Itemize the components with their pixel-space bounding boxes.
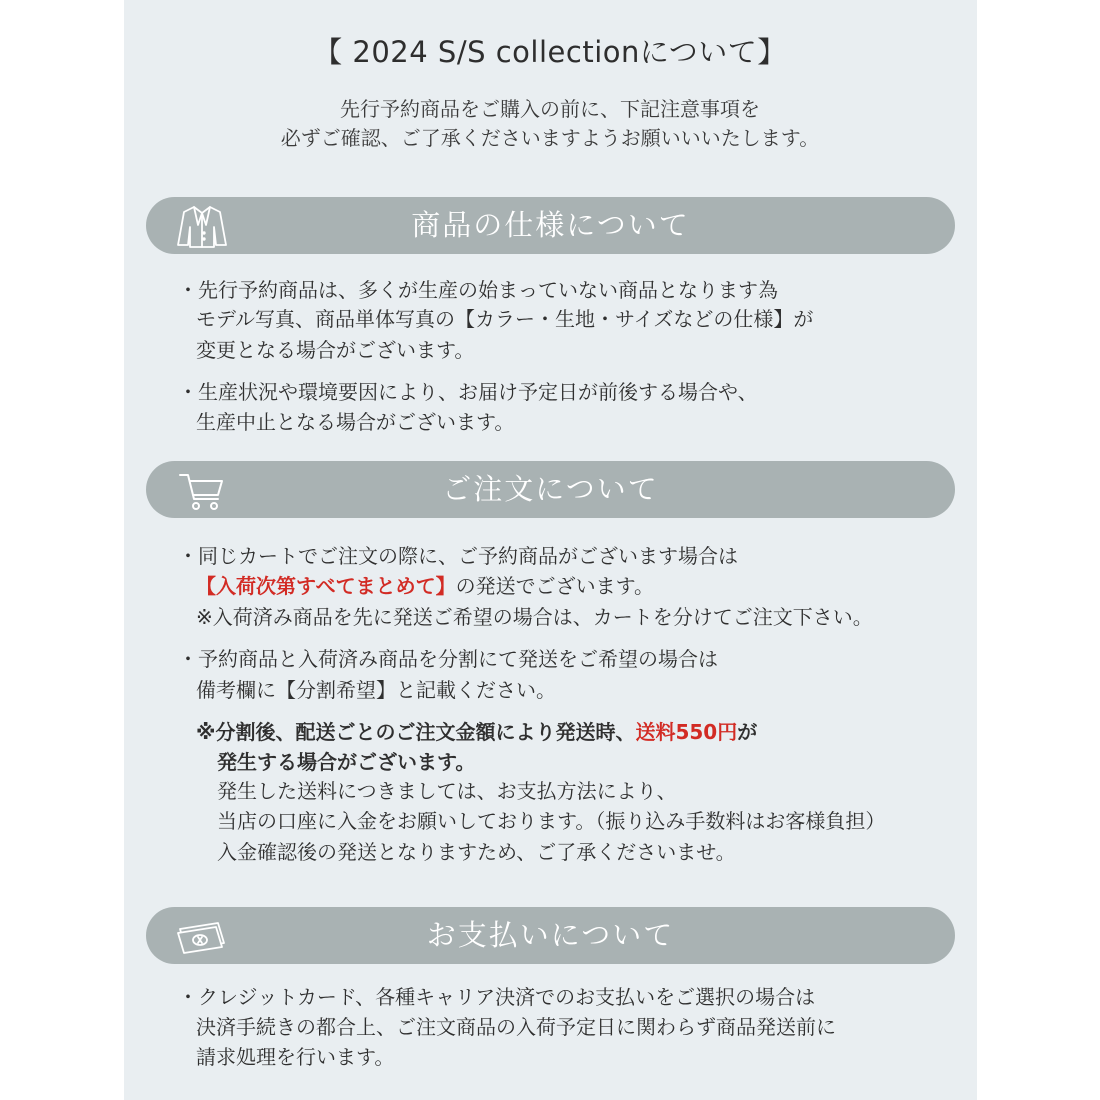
- order-line-9: 当店の口座に入金をお願いしております。（振り込み手数料はお客様負担）: [217, 809, 886, 833]
- section-heading: ご注文について: [442, 472, 659, 506]
- payment-line-3: 請求処理を行います。: [196, 1045, 395, 1069]
- section-header-order: [146, 461, 955, 518]
- shipping-fee: 送料550円: [635, 720, 738, 744]
- order-line-10: 入金確認後の発送となりますため、ご了承くださいませ。: [217, 840, 736, 864]
- intro-line-2: 必ずご確認、ご了承くださいますようお願いいいたします。: [280, 126, 820, 150]
- payment-line-1: ・クレジットカード、各種キャリア決済でのお支払いをご選択の場合は: [178, 985, 816, 1009]
- highlight-text: 【入荷次第すべてまとめて】: [196, 574, 456, 598]
- section-heading: お支払いについて: [426, 918, 675, 952]
- spec-line-5: 生産中止となる場合がございます。: [196, 410, 515, 434]
- order-line-4: ・予約商品と入荷済み商品を分割にて発送をご希望の場合は: [178, 647, 718, 671]
- order-line-5: 備考欄に【分割希望】と記載ください。: [196, 678, 556, 702]
- section-header-payment: [146, 907, 955, 964]
- order-line-2: 【入荷次第すべてまとめて】の発送でございます。: [196, 574, 655, 598]
- page-title: 【 2024 S/S collectionについて】: [313, 35, 787, 69]
- order-line-1: ・同じカートでご注文の際に、ご予約商品がございます場合は: [178, 544, 738, 568]
- spec-line-2: モデル写真、商品単体写真の【カラー・生地・サイズなどの仕様】が: [196, 307, 814, 331]
- spec-line-3: 変更となる場合がございます。: [196, 338, 475, 362]
- payment-line-2: 決済手続きの都合上、ご注文商品の入荷予定日に関わらず商品発送前に: [196, 1015, 836, 1039]
- order-line-8: 発生した送料につきましては、お支払方法により、: [217, 779, 677, 803]
- order-line-6: ※分割後、配送ごとのご注文金額により発送時、送料550円が: [196, 720, 758, 744]
- order-line-3: ※入荷済み商品を先に発送ご希望の場合は、カートを分けてご注文下さい。: [196, 605, 873, 629]
- section-header-spec: [146, 197, 955, 254]
- spec-line-1: ・先行予約商品は、多くが生産の始まっていない商品となります為: [178, 278, 778, 302]
- spec-line-4: ・生産状況や環境要因により、お届け予定日が前後する場合や、: [178, 380, 758, 404]
- section-heading: 商品の仕様について: [411, 208, 690, 242]
- order-line-7: 発生する場合がございます。: [217, 750, 476, 774]
- intro-line-1: 先行予約商品をご購入の前に、下記注意事項を: [340, 97, 760, 121]
